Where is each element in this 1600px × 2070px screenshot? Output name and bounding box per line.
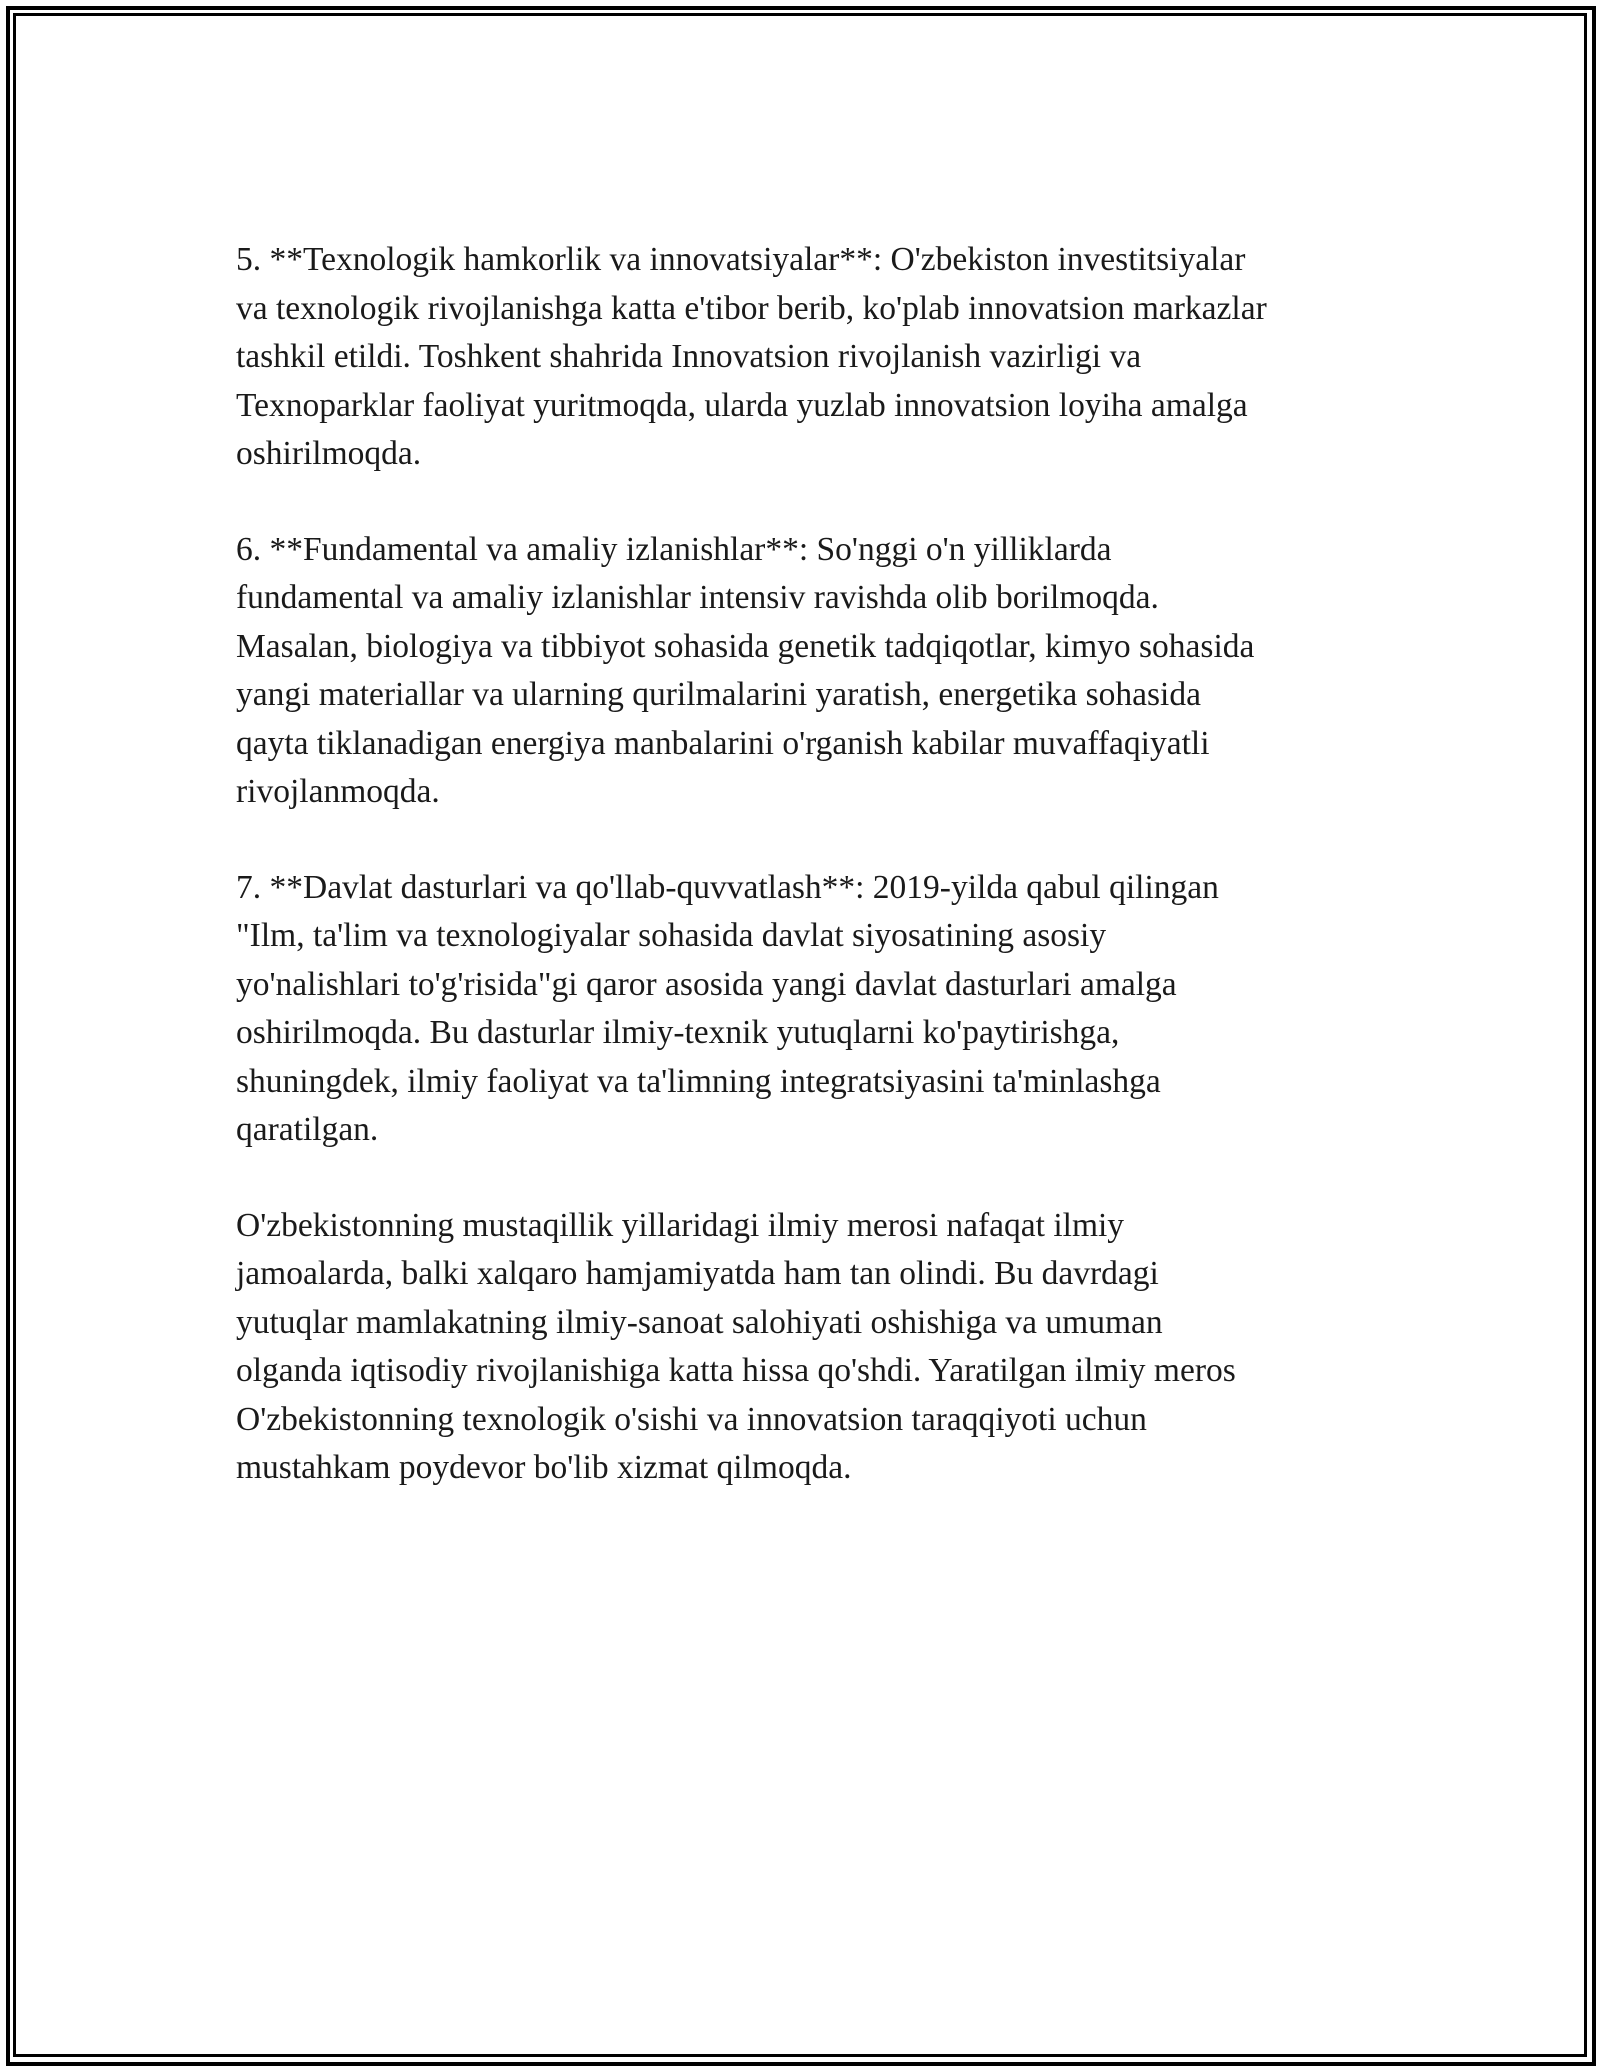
- text-line: oshirilmoqda. Bu dasturlar ilmiy-texnik yutuqlarni ko'paytirishga,: [236, 1014, 1120, 1051]
- text-line: yutuqlar mamlakatning ilmiy-sanoat salohiyati oshishiga va umuman: [236, 1303, 1163, 1341]
- text-line: mustahkam poydevor bo'lib xizmat qilmoqda.: [236, 1449, 852, 1486]
- text-line: qaratilgan.: [236, 1111, 379, 1148]
- text-line: qayta tiklanadigan energiya manbalarini o'rganish kabilar muvaffaqiyatli: [236, 724, 1210, 762]
- text-line: rivojlanmoqda.: [236, 773, 440, 810]
- text-line: 6. **Fundamental va amaliy izlanishlar**: So'nggi o'n yilliklarda: [236, 530, 1112, 568]
- text-line: shuningdek, ilmiy faoliyat va ta'limning integratsiyasini ta'minlashga: [236, 1062, 1161, 1100]
- paragraph-state-programs: [236, 864, 1386, 1155]
- text-line: jamoalarda, balki xalqaro hamjamiyatda ham tan olindi. Bu davrdagi: [236, 1255, 1159, 1292]
- text-line: olganda iqtisodiy rivojlanishiga katta hissa qo'shdi. Yaratilgan ilmiy meros: [236, 1352, 1236, 1389]
- text-line: 7. **Davlat dasturlari va qo'llab-quvvatlash**: 2019-yilda qabul qilingan: [236, 868, 1219, 906]
- text-line: O'zbekistonning texnologik o'sishi va innovatsion taraqqiyoti uchun: [236, 1400, 1147, 1438]
- paragraph-technological-cooperation: [236, 236, 1386, 479]
- text-line: yo'nalishlari to'g'risida"gi qaror asosida yangi davlat dasturlari amalga: [236, 965, 1177, 1003]
- text-line: Masalan, biologiya va tibbiyot sohasida genetik tadqiqotlar, kimyo sohasida: [236, 627, 1255, 665]
- paragraph-conclusion: [236, 1202, 1386, 1493]
- text-line: tashkil etildi. Toshkent shahrida Innovatsion rivojlanish vazirligi va: [236, 338, 1142, 375]
- text-line: "Ilm, ta'lim va texnologiyalar sohasida davlat siyosatining asosiy: [236, 917, 1107, 954]
- document-body: [236, 236, 1386, 1540]
- text-line: va texnologik rivojlanishga katta e'tibor berib, ko'plab innovatsion markazlar: [236, 289, 1267, 327]
- text-line: oshirilmoqda.: [236, 435, 422, 472]
- paragraph-fundamental-research: [236, 526, 1386, 817]
- text-line: Texnoparklar faoliyat yuritmoqda, ularda yuzlab innovatsion loyiha amalga: [236, 386, 1248, 424]
- text-line: yangi materiallar va ularning qurilmalarini yaratish, energetika sohasida: [236, 676, 1201, 713]
- text-line: 5. **Texnologik hamkorlik va innovatsiyalar**: O'zbekiston investitsiyalar: [236, 241, 1246, 278]
- text-line: O'zbekistonning mustaqillik yillaridagi ilmiy merosi nafaqat ilmiy: [236, 1206, 1125, 1244]
- text-line: fundamental va amaliy izlanishlar intensiv ravishda olib borilmoqda.: [236, 579, 1159, 616]
